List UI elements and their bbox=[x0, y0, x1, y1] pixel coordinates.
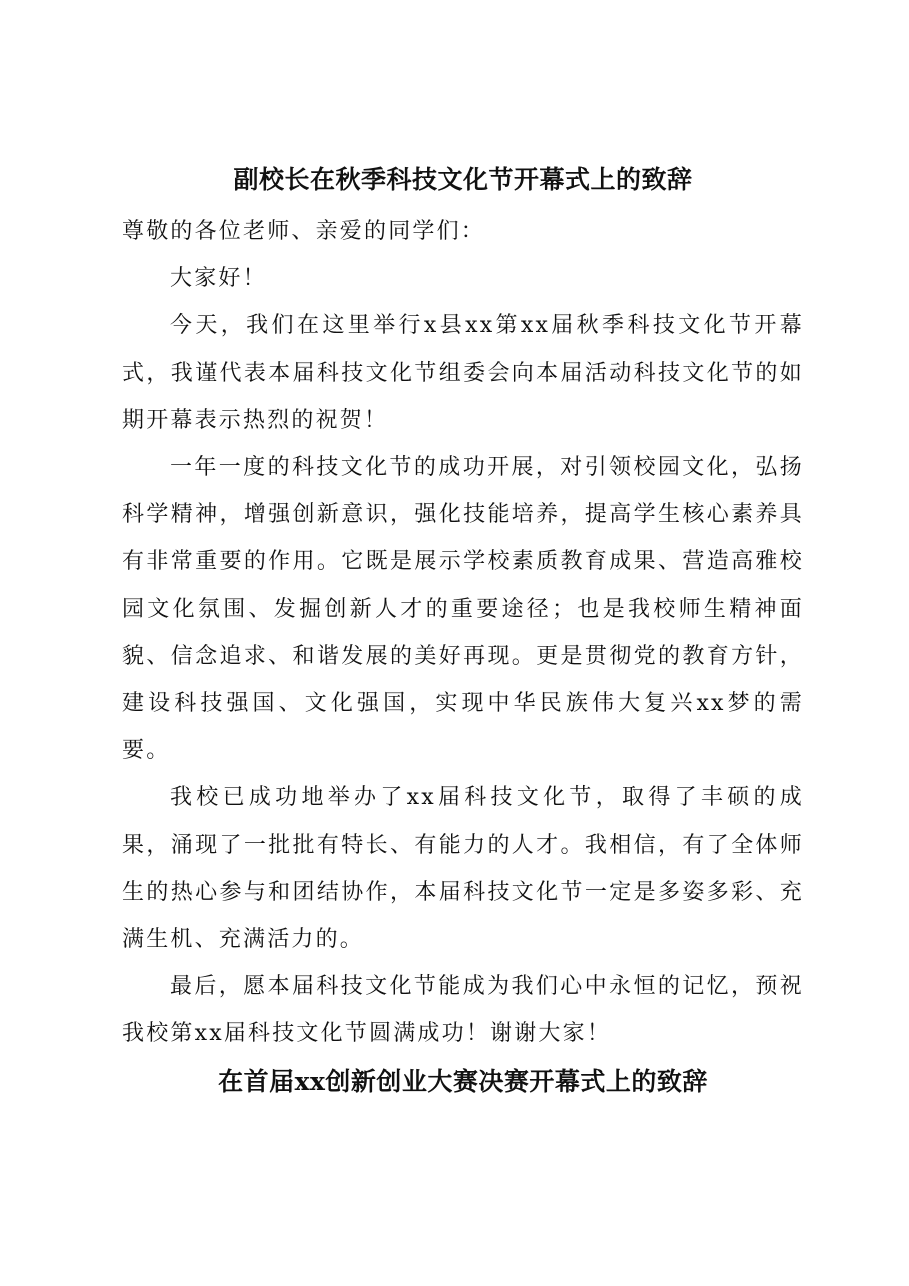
next-speech-title: 在首届xx创新创业大赛决赛开幕式上的致辞 bbox=[218, 1066, 708, 1096]
document-body bbox=[122, 142, 804, 1110]
paragraph-closing: 最后，愿本届科技文化节能成为我们心中永恒的记忆，预祝我校第xx届科技文化节圆满成功！谢谢大家！ bbox=[122, 974, 804, 1047]
paragraph-opening: 今天，我们在这里举行x县xx第xx届秋季科技文化节开幕式，我谨代表本届科技文化节组委会向本届活动科技文化节的如期开幕表示热烈的祝贺！ bbox=[122, 313, 804, 433]
speech-title: 副校长在秋季科技文化节开幕式上的致辞 bbox=[233, 165, 693, 194]
paragraph-achievements: 我校已成功地举办了xx届科技文化节，取得了丰硕的成果，涌现了一批批有特长、有能力的人才。我相信，有了全体师生的热心参与和团结协作，本届科技文化节一定是多姿多彩、充满生机、充满活力的。 bbox=[122, 785, 804, 953]
greeting: 大家好！ bbox=[170, 266, 267, 292]
paragraph-significance: 一年一度的科技文化节的成功开展，对引领校园文化，弘扬科学精神，增强创新意识，强化技能培养，提高学生核心素养具有非常重要的作用。它既是展示学校素质教育成果、营造高雅校园文化氛围、发掘创新人才的重要途径；也是我校师生精神面貌、信念追求、和谐发展的美好再现。更是贯彻党的教育方针，建设科技强国、文化强国，实现中华民族伟大复兴xx梦的需要。 bbox=[122, 455, 804, 764]
salutation: 尊敬的各位老师、亲爱的同学们： bbox=[122, 219, 486, 244]
